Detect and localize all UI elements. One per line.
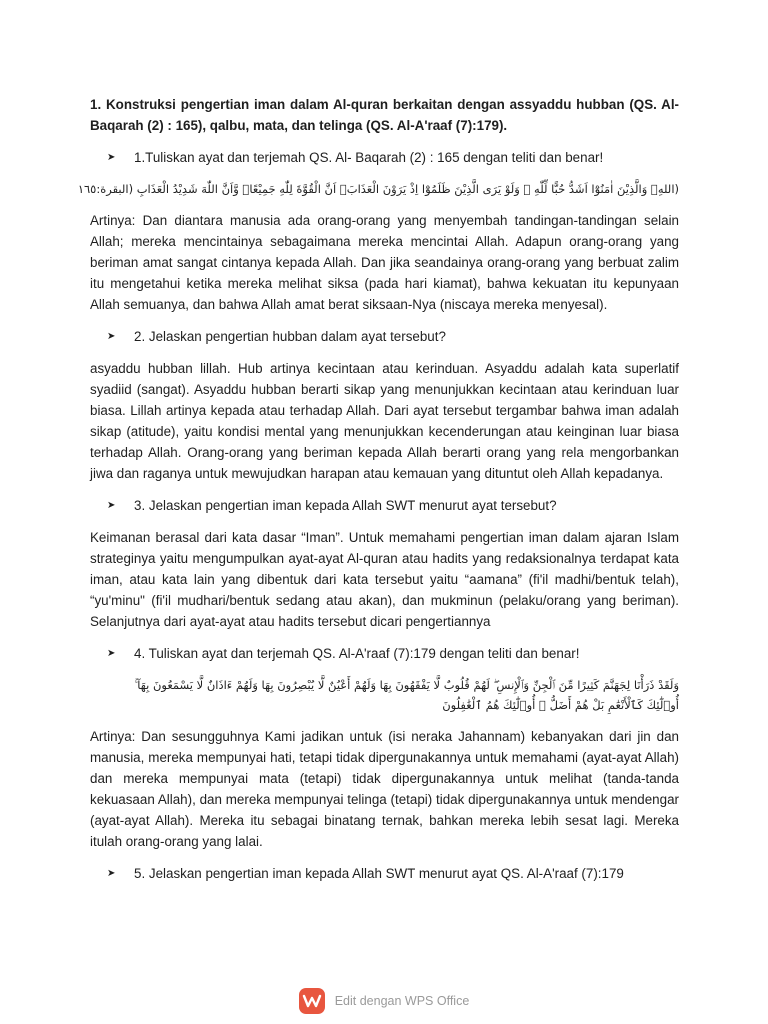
- question-1-text: 1.Tuliskan ayat dan terjemah QS. Al- Baqarah (2) : 165 dengan teliti dan benar!: [134, 150, 604, 165]
- wps-logo-icon: [299, 988, 325, 1014]
- arrowhead-right-icon: ➤: [107, 500, 116, 511]
- section-heading: 1. Konstruksi pengertian iman dalam Al-quran berkaitan dengan assyaddu hubban (QS. Al-Baqarah (2) : 165), qalbu, mata, dan telinga (QS. Al-A'raaf (7):179).: [90, 97, 679, 133]
- question-3-text: 3. Jelaskan pengertian iman kepada Allah SWT menurut ayat tersebut?: [134, 498, 557, 513]
- answer-2: asyaddu hubban lillah. Hub artinya kecintaan atau kerinduan. Asyaddu adalah kata superlatif syadiid (sangat). Asyaddu hubban berarti sikap yang menunjukkan kecintaan atau kerinduan luar biasa. Lillah artinya kepada atau terhadap Allah. Dari ayat tersebut tergambar bahwa iman adalah sikap (atitude), yaitu kondisi mental yang menunjukkan kecenderungan atau keinginan luar biasa terhadap Allah. Orang-orang yang beriman kepada Allah berarti orang yang rela mengorbankan jiwa dan raganya untuk mewujudkan harapan atau kemauan yang dituntut oleh Allah kepadanya.: [90, 361, 679, 481]
- document-body: [77, 94, 679, 895]
- question-5-text: 5. Jelaskan pengertian iman kepada Allah SWT menurut ayat QS. Al-A'raaf (7):179: [134, 866, 624, 881]
- arrowhead-right-icon: ➤: [107, 152, 116, 163]
- wps-footer-text: Edit dengan WPS Office: [334, 994, 470, 1008]
- arrowhead-right-icon: ➤: [107, 868, 116, 879]
- arrowhead-right-icon: ➤: [107, 331, 116, 342]
- question-1: [107, 147, 679, 168]
- arabic-verse-al-araaf-179-line-1: وَلَقَدْ ذَرَأْنَا لِجَهَنَّمَ كَثِيرًا مِّنَ ٱلْجِنِّ وَٱلْإِنسِ ۖ لَهُمْ قُلُوبٌ لَّا يَفْقَهُونَ بِهَا وَلَهُمْ أَعْيُنٌ لَّا يُبْصِرُونَ بِهَا وَلَهُمْ ءَاذَانٌ لَّا يَسْمَعُونَ بِهَآ ۚ: [134, 678, 679, 692]
- question-4: [107, 643, 679, 664]
- arrowhead-right-icon: ➤: [107, 648, 116, 659]
- question-2-text: 2. Jelaskan pengertian hubban dalam ayat tersebut?: [134, 329, 446, 344]
- translation-al-baqarah-165: Artinya: Dan diantara manusia ada orang-orang yang menyembah tandingan-tandingan selain Allah; mereka mencintainya sebagaimana mereka mencintai Allah. Adapun orang-orang yang beriman amat sangat cintanya kepada Allah. Dan jika seandainya orang-orang yang berbuat zalim itu mengetahui ketika mereka melihat siksa (pada hari kiamat), bahwa kekuatan itu kepunyaan Allah semuanya, dan bahwa Allah amat berat siksaan-Nya (niscaya mereka menyesal).: [90, 213, 679, 312]
- wps-footer-link[interactable]: [0, 986, 768, 1016]
- answer-3: Keimanan berasal dari kata dasar “Iman”. Untuk memahami pengertian iman dalam ajaran Islam strateginya yaitu mengumpulkan ayat-ayat Al-quran atau hadits yang redaksionalnya terdapat kata iman, atau kata lain yang dibentuk dari kata tersebut yaitu “aamana” (fi'il madhi/bentuk telah), “yu'minu" (fi'il mudhari/bentuk sedang atau akan), dan mukminun (pelaku/orang yang beriman). Selanjutnya dari ayat-ayat atau hadits tersebut dicari pengertiannya: [90, 530, 679, 629]
- arabic-verse-al-baqarah-165: (اللهِۗ وَالَّذِيْنَ اٰمَنُوْٓا اَشَدُّ حُبًّا لِّلّٰهِ ۗ وَلَوْ يَرَى الَّذِيْنَ ظَلَمُوْٓا اِذْ يَرَوْنَ الْعَذَابَۙ اَنَّ الْقُوَّةَ لِلّٰهِ جَمِيْعًاۙ وَّاَنَّ اللّٰهَ شَدِيْدُ الْعَذَابِ (البقرة:١٦٥: [77, 182, 679, 196]
- arabic-verse-al-araaf-179-line-2: أُو۟لَٰٓئِكَ كَٱلْأَنْعَٰمِ بَلْ هُمْ أَضَلُّ ۚ أُو۟لَٰٓئِكَ هُمُ ٱلْغَٰفِلُونَ: [442, 698, 679, 712]
- translation-al-araaf-179: Artinya: Dan sesungguhnya Kami jadikan untuk (isi neraka Jahannam) kebanyakan dari jin dan manusia, mereka mempunyai hati, tetapi tidak dipergunakannya untuk memahami (ayat-ayat Allah) dan mereka mempunyai mata (tetapi) tidak dipergunakannya untuk melihat (tanda-tanda kekuasaan Allah), dan mereka mempunyai telinga (tetapi) tidak dipergunakannya untuk mendengar (ayat-ayat Allah). Mereka itu sebagai binatang ternak, bahkan mereka lebih sesat lagi. Mereka itulah orang-orang yang lalai.: [90, 729, 679, 849]
- question-4-text: 4. Tuliskan ayat dan terjemah QS. Al-A'raaf (7):179 dengan teliti dan benar!: [134, 646, 580, 661]
- question-5: [107, 863, 679, 884]
- question-2: [107, 326, 679, 347]
- question-3: [107, 495, 679, 516]
